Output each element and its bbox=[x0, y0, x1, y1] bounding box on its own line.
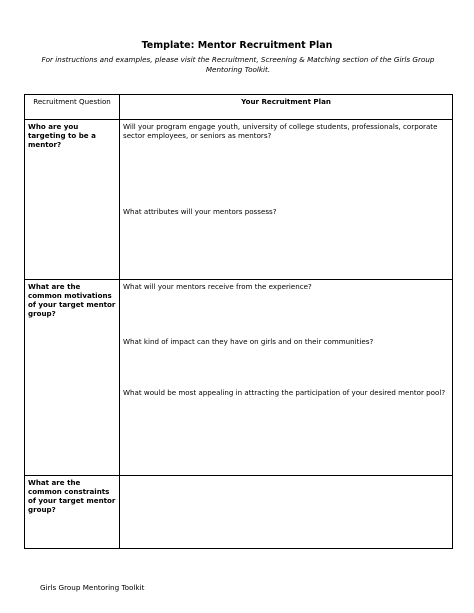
table-row bbox=[25, 280, 453, 476]
table-row bbox=[25, 120, 453, 280]
plan-cell[interactable] bbox=[120, 280, 453, 476]
page-title: Template: Mentor Recruitment Plan bbox=[141, 40, 333, 51]
recruitment-plan-table bbox=[24, 94, 453, 549]
question-cell: What are the common motivations of your target mentor group? bbox=[25, 280, 120, 476]
plan-cell[interactable] bbox=[120, 120, 453, 280]
table-row bbox=[25, 476, 453, 549]
plan-prompt: What would be most appealing in attracting the participation of your desired mentor pool? bbox=[123, 388, 446, 397]
question-cell: What are the common constraints of your target mentor group? bbox=[25, 476, 120, 549]
table-header-row bbox=[25, 95, 453, 120]
column-header-plan: Your Recruitment Plan bbox=[120, 95, 453, 120]
plan-cell[interactable] bbox=[120, 476, 453, 549]
page-subtitle: For instructions and examples, please visit the Recruitment, Screening & Matching section of the Girls Group Mentoring Toolkit. bbox=[41, 55, 435, 74]
page-footer: Girls Group Mentoring Toolkit bbox=[40, 583, 145, 592]
plan-prompt: What will your mentors receive from the experience? bbox=[123, 282, 312, 291]
question-cell: Who are you targeting to be a mentor? bbox=[25, 120, 120, 280]
plan-prompt: Will your program engage youth, university of college students, professionals, corporate sector employees, or seniors as mentors? bbox=[123, 122, 438, 140]
plan-prompt: What attributes will your mentors possess? bbox=[123, 207, 277, 216]
column-header-question: Recruitment Question bbox=[25, 95, 120, 120]
plan-prompt: What kind of impact can they have on girls and on their communities? bbox=[123, 337, 374, 346]
